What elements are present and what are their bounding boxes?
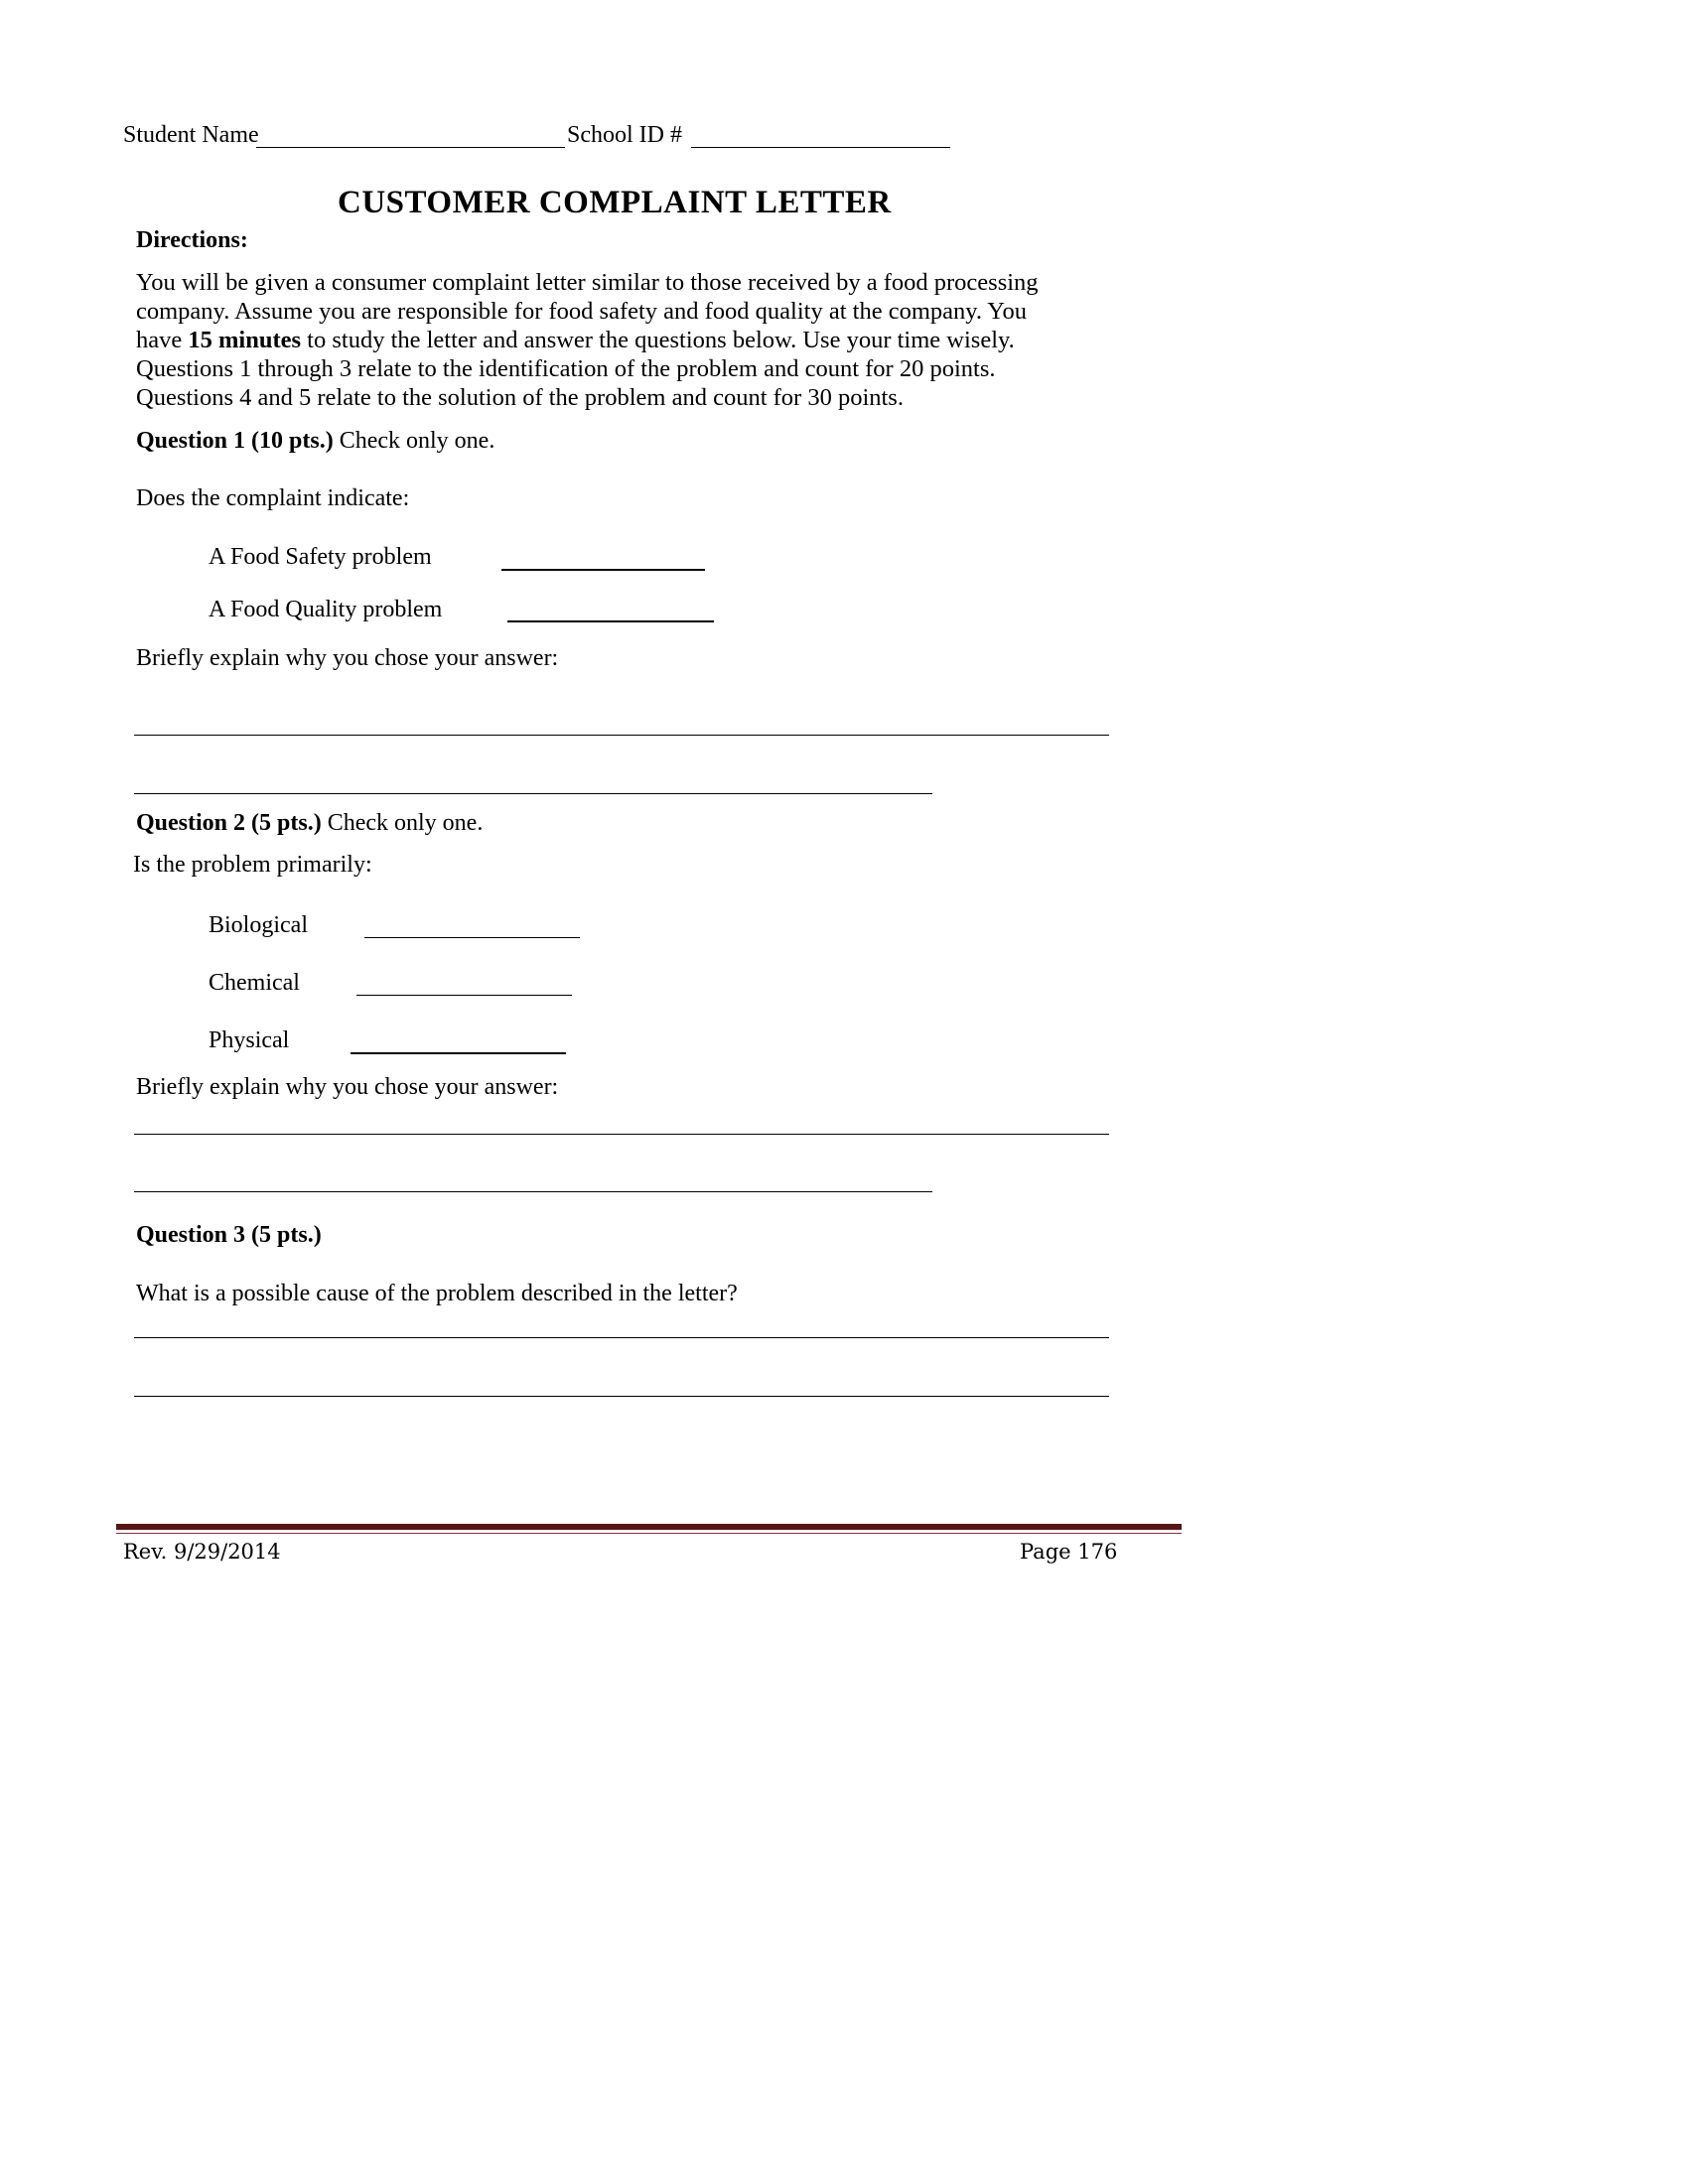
- question-2-answer-line-1[interactable]: [134, 1134, 1109, 1135]
- question-1-heading: [136, 427, 494, 455]
- question-2-heading: [136, 809, 483, 837]
- directions-line-1: You will be given a consumer complaint letter similar to those received by a food processing: [136, 269, 1039, 296]
- footer-rule: [116, 1524, 1182, 1530]
- directions-line-2: company. Assume you are responsible for food safety and food quality at the company. You: [136, 298, 1028, 325]
- school-id-field[interactable]: [691, 147, 950, 148]
- directions-heading: Directions:: [136, 227, 248, 253]
- option-food-quality: A Food Quality problem: [209, 597, 443, 622]
- page-number: Page 176: [1020, 1540, 1118, 1564]
- physical-check-line[interactable]: [351, 1052, 566, 1054]
- directions-line-5: Questions 4 and 5 relate to the solution of the problem and count for 30 points.: [136, 384, 904, 411]
- page-title: CUSTOMER COMPLAINT LETTER: [338, 185, 892, 220]
- option-chemical: Chemical: [209, 970, 300, 996]
- student-name-label: Student Name: [123, 122, 259, 148]
- question-1-instruction: Check only one.: [333, 428, 495, 454]
- question-1-explain: Briefly explain why you chose your answer:: [136, 645, 559, 671]
- question-2-explain: Briefly explain why you chose your answer:: [136, 1074, 559, 1100]
- biological-check-line[interactable]: [364, 937, 580, 938]
- school-id-label: School ID #: [567, 122, 682, 148]
- directions-line-3: [136, 326, 1129, 354]
- directions-line-3-end: to study the letter and answer the questions below. Use your time wisely.: [301, 327, 1015, 353]
- question-3-prompt: What is a possible cause of the problem described in the letter?: [136, 1281, 738, 1306]
- question-3-answer-line-2[interactable]: [134, 1396, 1109, 1397]
- question-2-instruction: Check only one.: [321, 810, 484, 836]
- option-physical: Physical: [209, 1027, 290, 1053]
- revision-date: Rev. 9/29/2014: [123, 1540, 281, 1564]
- question-1-label: Question 1 (10 pts.): [136, 428, 334, 454]
- option-biological: Biological: [209, 912, 308, 938]
- directions-line-4: Questions 1 through 3 relate to the identification of the problem and count for 20 points.: [136, 355, 996, 382]
- question-1-prompt: Does the complaint indicate:: [136, 485, 410, 511]
- time-limit: 15 minutes: [188, 327, 302, 353]
- student-name-field[interactable]: [256, 147, 565, 148]
- directions-text: [136, 268, 1129, 412]
- question-1-answer-line-1[interactable]: [134, 735, 1109, 736]
- option-food-safety: A Food Safety problem: [209, 544, 432, 570]
- question-2-label: Question 2 (5 pts.): [136, 810, 322, 836]
- footer-rule-thin: [116, 1533, 1182, 1534]
- question-2-answer-line-2[interactable]: [134, 1191, 932, 1192]
- food-quality-check-line[interactable]: [507, 620, 714, 622]
- question-1-answer-line-2[interactable]: [134, 793, 932, 794]
- question-3-answer-line-1[interactable]: [134, 1337, 1109, 1338]
- food-safety-check-line[interactable]: [501, 569, 705, 571]
- directions-line-3-start: have: [136, 327, 189, 353]
- question-3-label: Question 3 (5 pts.): [136, 1222, 322, 1248]
- chemical-check-line[interactable]: [356, 995, 572, 996]
- question-2-prompt: Is the problem primarily:: [133, 852, 372, 878]
